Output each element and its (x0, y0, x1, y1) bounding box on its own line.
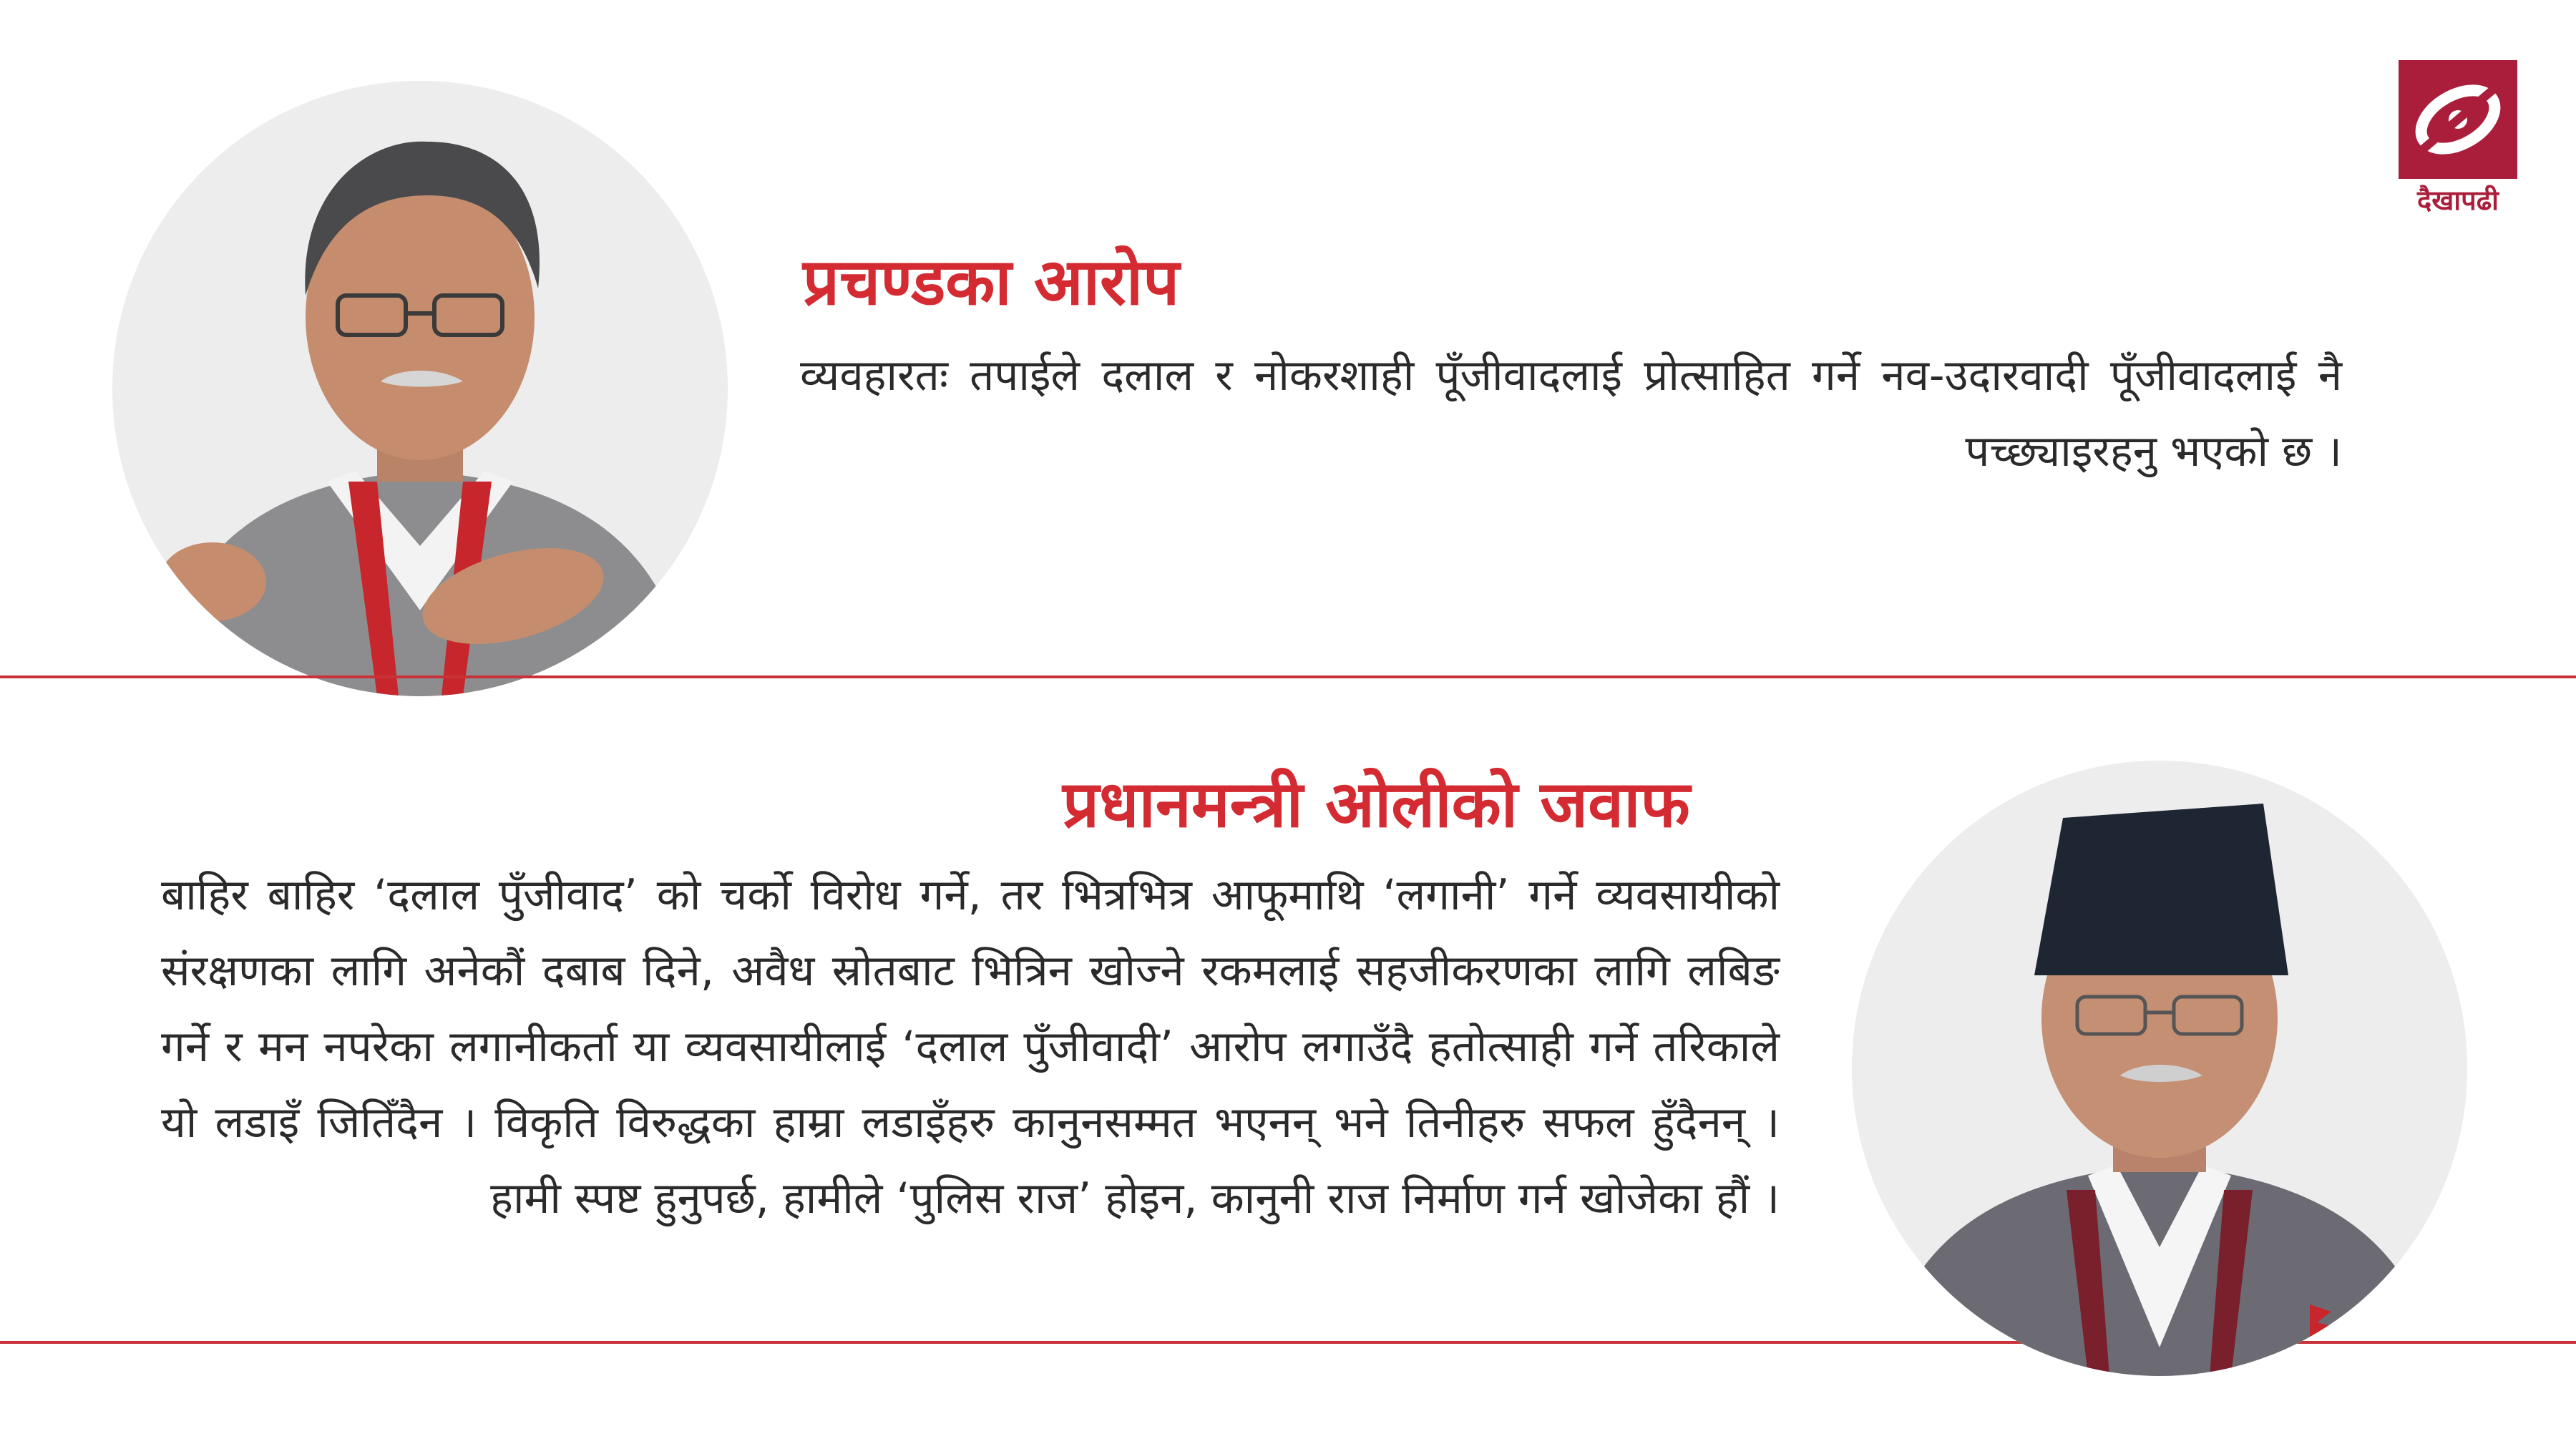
divider-top (0, 675, 2576, 678)
text-oli-response: बाहिर बाहिर ‘दलाल पुँजीवाद’ को चर्को विरोध गर्ने, तर भित्रभित्र आफूमाथि ‘लगानी’ गर्ने व्यवसायीको संरक्षणका लागि अनेकौं दबाब दिने, अवैध स्रोतबाट भित्रिन खोज्ने रकमलाई सहजीकरणका लागि लबिङ गर्ने र मन नपरेका लगानीकर्ता या व्यवसायीलाई ‘दलाल पुँजीवादी’ आरोप लगाउँदै हतोत्साही गर्ने तरिकाले यो लडाइँ जितिँदैन । विकृति विरुद्धका हाम्रा लडाइँहरु कानुनसम्मत भएनन् भने तिनीहरु सफल हुँदैनन् । हामी स्पष्ट हुनुपर्छ, हामीले ‘पुलिस राज’ होइन, कानुनी राज निर्माण गर्न खोजेका हौं । (161, 870, 1780, 1224)
brand-logo (2399, 60, 2517, 228)
heading-prachanda-allegation: प्रचण्डका आरोप (803, 245, 1180, 320)
portrait-prachanda (112, 81, 728, 696)
portrait-oli (1852, 761, 2467, 1376)
text-prachanda-allegation: व्यवहारतः तपाईले दलाल र नोकरशाही पूँजीवादलाई प्रोत्साहित गर्ने नव-उदारवादी पूँजीवादलाई नै पच्छ्याइरहनु भएको छ । (800, 351, 2342, 477)
heading-oli-response: प्रधानमन्त्री ओलीको जवाफ (1063, 767, 1690, 842)
brand-mark-icon (2399, 60, 2517, 179)
brand-name: दैखापढी (2417, 185, 2499, 216)
